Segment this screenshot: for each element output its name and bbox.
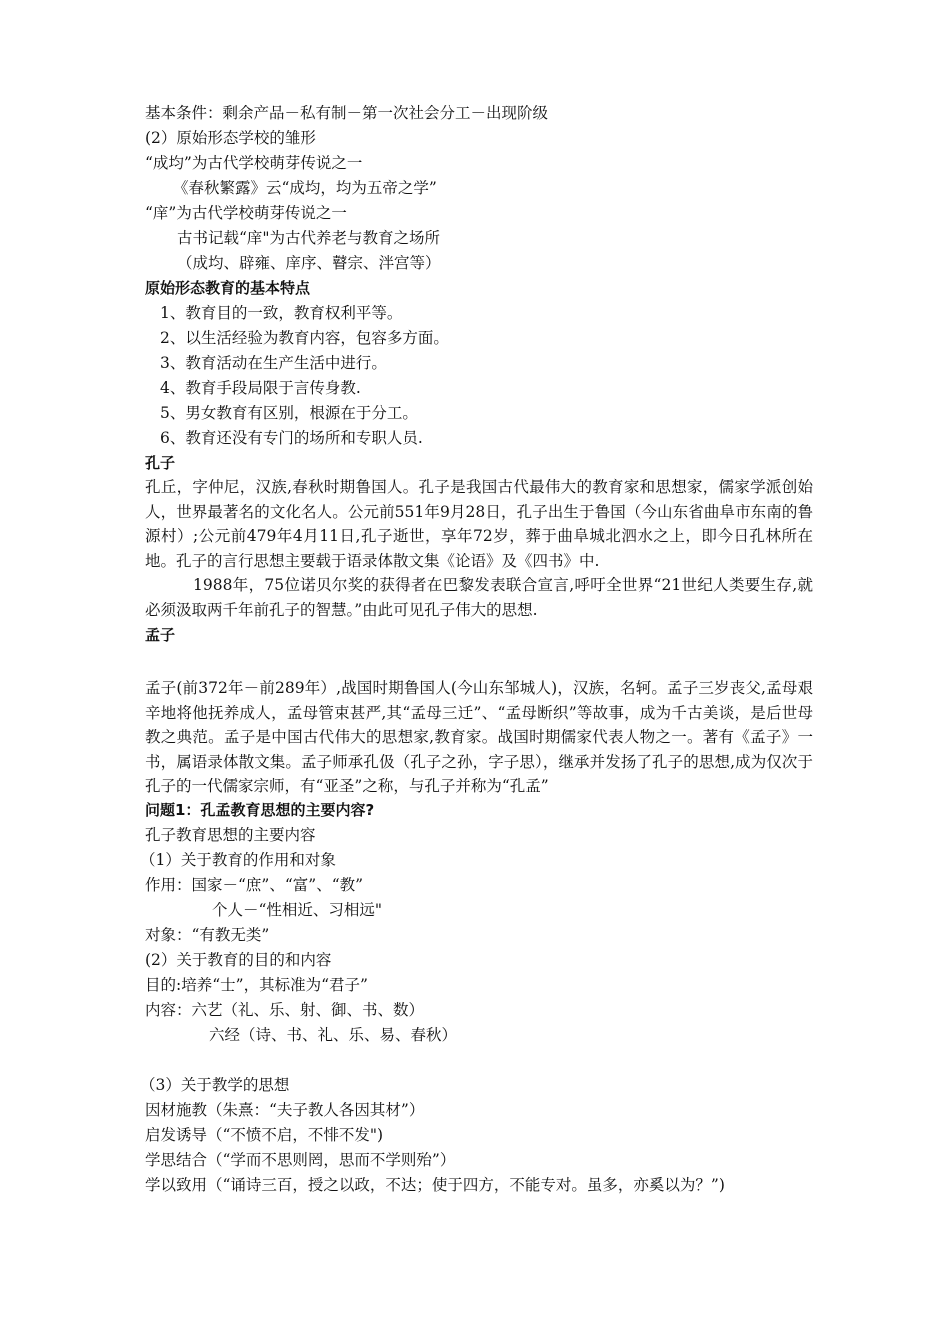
- text-line: 基本条件：剩余产品－私有制－第一次社会分工－出现阶级: [145, 104, 549, 122]
- list-item: 2、以生活经验为教育内容，包容多方面。: [160, 329, 449, 347]
- section-heading: 问题1：孔孟教育思想的主要内容?: [145, 801, 375, 819]
- list-item: 3、教育活动在生产生活中进行。: [160, 354, 387, 372]
- section-heading: 孟子: [145, 626, 176, 644]
- section-heading: 原始形态教育的基本特点: [145, 279, 311, 297]
- text-line: (2）关于教育的目的和内容: [145, 951, 332, 969]
- list-item: 5、男女教育有区别，根源在于分工。: [160, 404, 418, 422]
- paragraph: 孟子(前372年－前289年）,战国时期鲁国人(今山东邹城人)，汉族，名轲。孟子三岁丧父,孟母艰辛地将他抚养成人，孟母管束甚严,其“孟母三迁”、“孟母断织”等故事，成为千古美谈，是后世母教之典范。孟子是中国古代伟大的思想家,教育家。战国时期儒家代表人物之一。著有《孟子》一书，属语录体散文集。孟子师承孔伋（孔子之孙，字子思），继承并发扬了孔子的思想,成为仅次于孔子的一代儒家宗师，有“亚圣”之称，与孔子并称为“孔孟”: [145, 679, 813, 795]
- paragraph: 1988年，75位诺贝尔奖的获得者在巴黎发表联合宣言,呼吁全世界“21世纪人类要生存,就必须汲取两千年前孔子的智慧。”由此可见孔子伟大的思想.: [145, 576, 813, 619]
- text-line: 作用：国家－“庶”、“富”、“教”: [145, 876, 364, 894]
- list-item: 4、教育手段局限于言传身教.: [160, 379, 361, 397]
- list-item: 6、教育还没有专门的场所和专职人员.: [160, 429, 423, 447]
- section-heading: 孔子: [145, 454, 176, 472]
- text-line: 学以致用（“诵诗三百，授之以政，不达；使于四方，不能专对。虽多，亦奚以为？”): [145, 1176, 725, 1194]
- text-line: 对象：“有教无类”: [145, 926, 270, 944]
- text-line: 六经（诗、书、礼、乐、易、春秋）: [209, 1026, 458, 1044]
- text-line: 孔子教育思想的主要内容: [145, 826, 316, 844]
- text-line: 古书记载“庠"为古代养老与教育之场所: [177, 229, 441, 247]
- text-line: (2）原始形态学校的雏形: [145, 129, 316, 147]
- text-line: 学思结合（“学而不思则罔，思而不学则殆”）: [145, 1151, 456, 1169]
- text-line: 内容：六艺（礼、乐、射、御、书、数）: [145, 1001, 425, 1019]
- paragraph: 孔丘，字仲尼，汉族,春秋时期鲁国人。孔子是我国古代最伟大的教育家和思想家，儒家学派创始人，世界最著名的文化名人。公元前551年9月28日，孔子出生于鲁国（今山东省曲阜市东南的鲁源村）;公元前479年4月11日,孔子逝世，享年72岁，葬于曲阜城北泗水之上，即今日孔林所在地。孔子的言行思想主要载于语录体散文集《论语》及《四书》中.: [145, 478, 813, 570]
- text-line: 个人－“性相近、习相远": [212, 901, 383, 919]
- text-line: “庠”为古代学校萌芽传说之一: [145, 204, 347, 222]
- text-line: （3）关于教学的思想: [140, 1076, 290, 1094]
- text-line: “成均”为古代学校萌芽传说之一: [145, 154, 363, 172]
- text-line: （成均、辟雍、庠序、瞽宗、泮宫等）: [177, 254, 441, 272]
- text-line: （1）关于教育的作用和对象: [140, 851, 336, 869]
- list-item: 1、教育目的一致，教育权利平等。: [160, 304, 403, 322]
- text-line: 因材施教（朱熹：“夫子教人各因其材”）: [145, 1101, 425, 1119]
- text-line: 启发诱导（“不愤不启，不悱不发"): [145, 1126, 384, 1144]
- text-line: 目的:培养“士”，其标准为“君子”: [145, 976, 368, 994]
- text-line: 《春秋繁露》云“成均，均为五帝之学”: [173, 179, 437, 197]
